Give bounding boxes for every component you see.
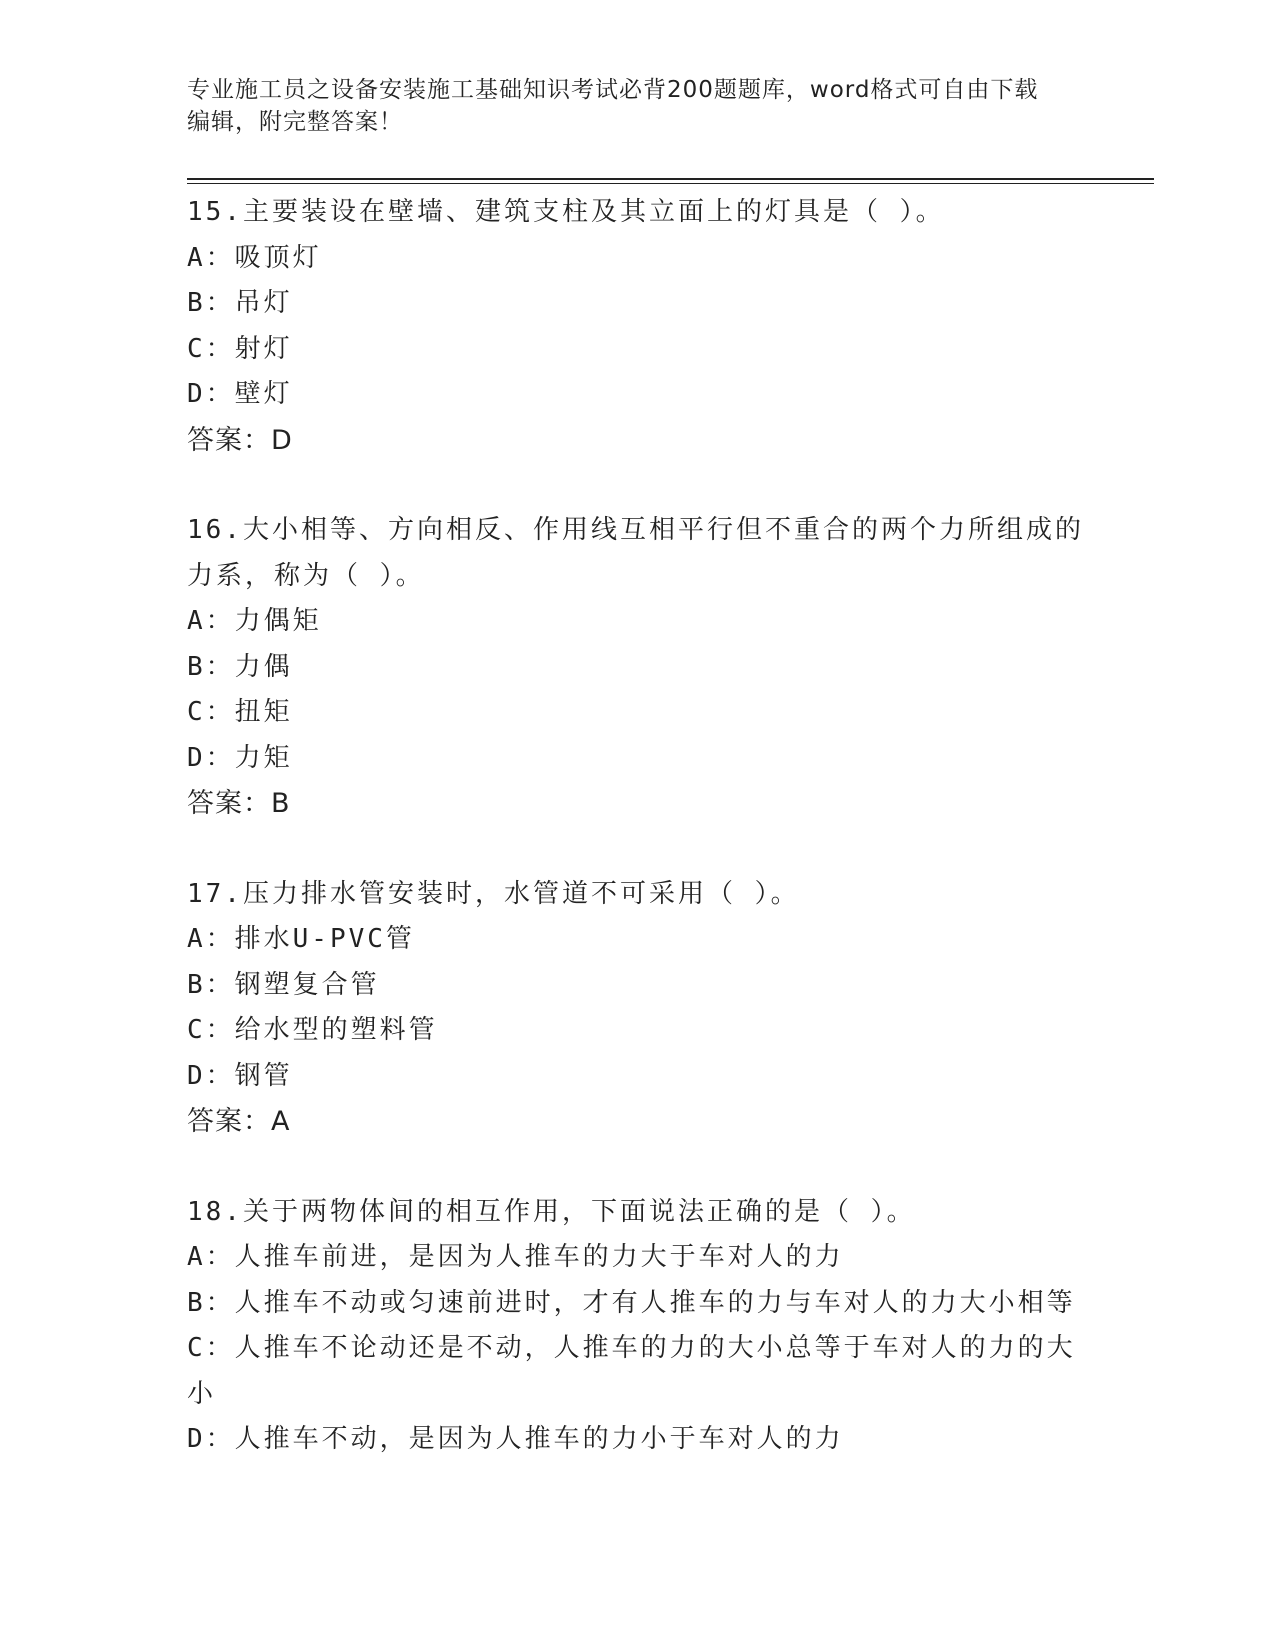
- question-text: 15.主要装设在壁墙、建筑支柱及其立面上的灯具是（ ）。: [187, 197, 945, 227]
- answer-line: 答案：B: [187, 788, 291, 819]
- option-b: B：力偶: [187, 651, 293, 682]
- question-17: [187, 872, 1087, 1145]
- header-divider-thick: [187, 178, 1154, 180]
- header-line-2: 编辑，附完整答案！: [187, 109, 403, 135]
- option-b: B：钢塑复合管: [187, 969, 380, 1000]
- option-c: C：人推车不论动还是不动，人推车的力的大小总等于车对人的力的大小: [187, 1333, 1076, 1409]
- question-15: [187, 190, 1087, 463]
- question-text: 16.大小相等、方向相反、作用线互相平行但不重合的两个力所组成的力系，称为（ ）。: [187, 515, 1084, 591]
- option-d: D：力矩: [187, 742, 293, 773]
- option-c: C：射灯: [187, 333, 293, 364]
- option-a: A：吸顶灯: [187, 242, 322, 273]
- option-d: D：壁灯: [187, 379, 293, 409]
- option-b: B：吊灯: [187, 288, 293, 318]
- header-line-1: 专业施工员之设备安装施工基础知识考试必背200题题库，word格式可自由下载: [187, 77, 1039, 103]
- option-a: A：力偶矩: [187, 606, 322, 636]
- answer-line: 答案：D: [187, 424, 293, 456]
- question-text: 18.关于两物体间的相互作用，下面说法正确的是（ ）。: [187, 1196, 916, 1227]
- question-text: 17.压力排水管安装时，水管道不可采用（ ）。: [187, 878, 800, 909]
- option-c: C：扭矩: [187, 697, 293, 727]
- option-c: C：给水型的塑料管: [187, 1015, 438, 1045]
- answer-line: 答案：A: [187, 1106, 291, 1137]
- option-a: A：排水U-PVC管: [187, 924, 415, 954]
- question-list: [187, 190, 1087, 1508]
- option-a: A：人推车前进，是因为人推车的力大于车对人的力: [187, 1242, 844, 1272]
- question-18: [187, 1190, 1087, 1463]
- document-header: [187, 74, 1087, 138]
- option-b: B：人推车不动或匀速前进时，才有人推车的力与车对人的力大小相等: [187, 1287, 1076, 1318]
- option-d: D：钢管: [187, 1060, 293, 1091]
- option-d: D：人推车不动，是因为人推车的力小于车对人的力: [187, 1424, 844, 1454]
- question-16: [187, 508, 1087, 827]
- header-divider-thin: [187, 183, 1154, 184]
